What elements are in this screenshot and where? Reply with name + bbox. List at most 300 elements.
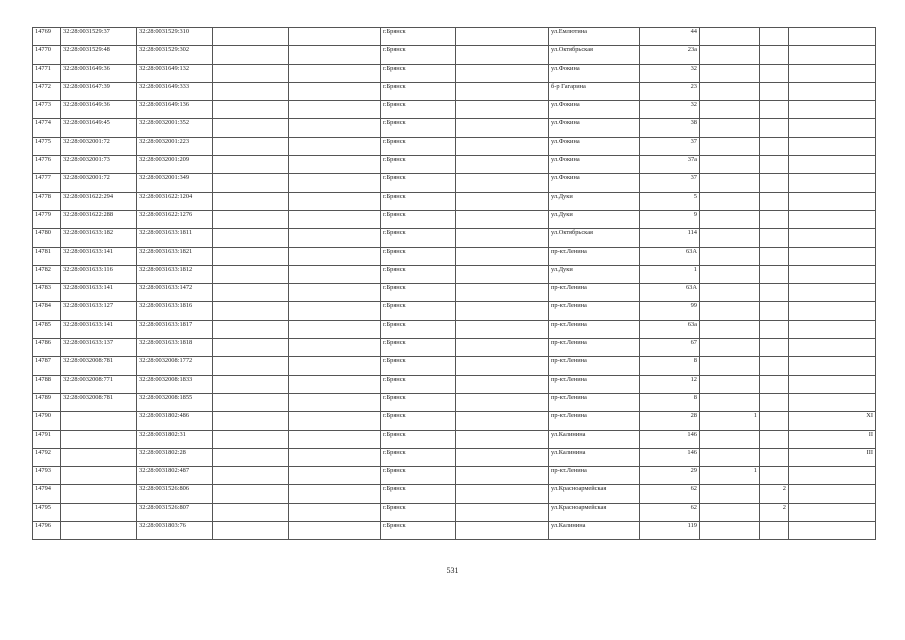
cell-street: пр-кт.Ленина <box>549 357 640 375</box>
cell-street: ул.Фокина <box>549 174 640 192</box>
cell-cadastral-number-1 <box>61 430 137 448</box>
cell-extra-2 <box>760 393 789 411</box>
cell-empty <box>289 339 381 357</box>
cell-house-number: 28 <box>640 412 700 430</box>
cell-street: ул.Фокина <box>549 64 640 82</box>
cell-record-id: 14779 <box>33 210 61 228</box>
cell-extra-2 <box>760 375 789 393</box>
cell-extra-2 <box>760 247 789 265</box>
cell-cadastral-number-2: 32:28:0031649:132 <box>137 64 213 82</box>
cell-extra-3: II <box>789 430 876 448</box>
cell-empty <box>213 101 289 119</box>
table-row <box>33 192 876 210</box>
cell-empty <box>213 448 289 466</box>
cell-empty <box>289 467 381 485</box>
cell-cadastral-number-2: 32:28:0031802:487 <box>137 467 213 485</box>
cell-empty <box>456 375 549 393</box>
cell-house-number: 23 <box>640 82 700 100</box>
cell-house-number: 44 <box>640 28 700 46</box>
cell-street: пр-кт.Ленина <box>549 412 640 430</box>
cell-record-id: 14791 <box>33 430 61 448</box>
cell-record-id: 14774 <box>33 119 61 137</box>
cell-record-id: 14783 <box>33 284 61 302</box>
table-row <box>33 339 876 357</box>
cell-extra-3 <box>789 320 876 338</box>
cell-city: г.Брянск <box>381 302 456 320</box>
cell-house-number: 146 <box>640 448 700 466</box>
cell-empty <box>213 46 289 64</box>
cell-empty <box>456 210 549 228</box>
cell-empty <box>289 174 381 192</box>
cell-record-id: 14789 <box>33 393 61 411</box>
table-row <box>33 137 876 155</box>
cell-empty <box>456 357 549 375</box>
cell-city: г.Брянск <box>381 192 456 210</box>
cell-cadastral-number-1 <box>61 412 137 430</box>
cell-cadastral-number-1: 32:28:0031649:45 <box>61 119 137 137</box>
cell-extra-2 <box>760 28 789 46</box>
cell-empty <box>213 412 289 430</box>
cell-record-id: 14775 <box>33 137 61 155</box>
cell-cadastral-number-1: 32:28:0031633:137 <box>61 339 137 357</box>
cell-city: г.Брянск <box>381 156 456 174</box>
cell-empty <box>456 64 549 82</box>
cell-empty <box>213 393 289 411</box>
cell-empty <box>456 156 549 174</box>
cell-record-id: 14793 <box>33 467 61 485</box>
cell-cadastral-number-1: 32:28:0031529:48 <box>61 46 137 64</box>
cell-extra-1 <box>700 119 760 137</box>
cell-extra-3 <box>789 284 876 302</box>
cell-street: пр-кт.Ленина <box>549 302 640 320</box>
cell-extra-3 <box>789 82 876 100</box>
cell-empty <box>456 174 549 192</box>
cell-record-id: 14787 <box>33 357 61 375</box>
cell-empty <box>213 210 289 228</box>
cell-house-number: 63а <box>640 320 700 338</box>
cell-extra-2 <box>760 229 789 247</box>
cell-extra-1 <box>700 210 760 228</box>
cell-cadastral-number-2: 32:28:0032008:1772 <box>137 357 213 375</box>
cell-street: ул.Дуки <box>549 265 640 283</box>
cell-cadastral-number-1: 32:28:0031649:36 <box>61 64 137 82</box>
cell-extra-1 <box>700 192 760 210</box>
cell-cadastral-number-1: 32:28:0031633:127 <box>61 302 137 320</box>
cell-record-id: 14785 <box>33 320 61 338</box>
cell-empty <box>213 192 289 210</box>
cell-empty <box>213 320 289 338</box>
cell-empty <box>456 229 549 247</box>
cell-cadastral-number-2: 32:28:0031802:486 <box>137 412 213 430</box>
cell-street: ул.Фокина <box>549 156 640 174</box>
cell-cadastral-number-2: 32:28:0031802:28 <box>137 448 213 466</box>
cell-extra-3 <box>789 265 876 283</box>
cell-empty <box>456 247 549 265</box>
cell-extra-3 <box>789 375 876 393</box>
cell-city: г.Брянск <box>381 485 456 503</box>
cell-extra-1 <box>700 265 760 283</box>
cell-empty <box>289 302 381 320</box>
cell-cadastral-number-1 <box>61 503 137 521</box>
cell-extra-1 <box>700 357 760 375</box>
cell-empty <box>456 119 549 137</box>
cell-empty <box>289 229 381 247</box>
cell-cadastral-number-2: 32:28:0032008:1833 <box>137 375 213 393</box>
cell-house-number: 23а <box>640 46 700 64</box>
cell-city: г.Брянск <box>381 101 456 119</box>
cell-street: пр-кт.Ленина <box>549 339 640 357</box>
cell-empty <box>289 430 381 448</box>
cell-street: ул.Дуки <box>549 210 640 228</box>
cell-cadastral-number-2: 32:28:0031633:1811 <box>137 229 213 247</box>
cell-empty <box>456 430 549 448</box>
cell-empty <box>289 46 381 64</box>
cell-cadastral-number-1 <box>61 467 137 485</box>
page-number: 531 <box>446 566 459 575</box>
cell-empty <box>213 247 289 265</box>
cell-empty <box>456 101 549 119</box>
cell-extra-1 <box>700 503 760 521</box>
cell-house-number: 9 <box>640 210 700 228</box>
cell-house-number: 32 <box>640 101 700 119</box>
table-row <box>33 119 876 137</box>
cell-extra-2 <box>760 339 789 357</box>
cell-empty <box>289 28 381 46</box>
cell-record-id: 14781 <box>33 247 61 265</box>
cell-city: г.Брянск <box>381 375 456 393</box>
cell-empty <box>456 265 549 283</box>
cell-extra-2 <box>760 101 789 119</box>
table-row <box>33 485 876 503</box>
cell-street: пр-кт.Ленина <box>549 393 640 411</box>
cell-street: пр-кт.Ленина <box>549 284 640 302</box>
table-row <box>33 210 876 228</box>
cell-record-id: 14770 <box>33 46 61 64</box>
cell-record-id: 14776 <box>33 156 61 174</box>
cell-empty <box>289 412 381 430</box>
cell-empty <box>289 265 381 283</box>
cell-empty <box>213 64 289 82</box>
cell-record-id: 14795 <box>33 503 61 521</box>
cell-cadastral-number-2: 32:28:0031526:806 <box>137 485 213 503</box>
cell-empty <box>289 156 381 174</box>
cell-city: г.Брянск <box>381 28 456 46</box>
cell-cadastral-number-2: 32:28:0032001:223 <box>137 137 213 155</box>
cell-extra-3 <box>789 210 876 228</box>
cell-extra-1 <box>700 82 760 100</box>
cell-extra-2 <box>760 137 789 155</box>
cell-cadastral-number-2: 32:28:0031649:333 <box>137 82 213 100</box>
cell-extra-2 <box>760 265 789 283</box>
cell-empty <box>289 448 381 466</box>
cell-empty <box>456 284 549 302</box>
cell-house-number: 99 <box>640 302 700 320</box>
cell-extra-3 <box>789 302 876 320</box>
cell-house-number: 8 <box>640 393 700 411</box>
cell-record-id: 14786 <box>33 339 61 357</box>
cell-cadastral-number-2: 32:28:0031649:136 <box>137 101 213 119</box>
cell-cadastral-number-2: 32:28:0031633:1472 <box>137 284 213 302</box>
cell-house-number: 8 <box>640 357 700 375</box>
cell-empty <box>213 503 289 521</box>
cell-empty <box>289 119 381 137</box>
cell-street: ул.Калинина <box>549 448 640 466</box>
cell-empty <box>456 320 549 338</box>
cell-cadastral-number-1: 32:28:0032001:73 <box>61 156 137 174</box>
cell-city: г.Брянск <box>381 265 456 283</box>
cell-record-id: 14784 <box>33 302 61 320</box>
cell-cadastral-number-1: 32:28:0032008:781 <box>61 357 137 375</box>
cell-street: ул.Емлютина <box>549 28 640 46</box>
cell-empty <box>213 522 289 540</box>
table-row <box>33 265 876 283</box>
cell-empty <box>456 485 549 503</box>
cell-empty <box>289 192 381 210</box>
cell-empty <box>213 430 289 448</box>
cell-extra-2: 2 <box>760 503 789 521</box>
cell-extra-3 <box>789 156 876 174</box>
cell-extra-1 <box>700 28 760 46</box>
cell-extra-1 <box>700 448 760 466</box>
cell-cadastral-number-2: 32:28:0032008:1855 <box>137 393 213 411</box>
cell-empty <box>456 82 549 100</box>
cell-empty <box>213 137 289 155</box>
cell-extra-2 <box>760 192 789 210</box>
cell-empty <box>213 265 289 283</box>
cell-extra-3 <box>789 339 876 357</box>
cell-extra-3 <box>789 64 876 82</box>
cell-cadastral-number-1: 32:28:0032001:72 <box>61 174 137 192</box>
cell-empty <box>289 320 381 338</box>
cell-extra-1 <box>700 430 760 448</box>
cell-street: пр-кт.Ленина <box>549 320 640 338</box>
cell-empty <box>456 448 549 466</box>
cell-extra-2 <box>760 302 789 320</box>
cell-cadastral-number-2: 32:28:0031633:1816 <box>137 302 213 320</box>
cell-house-number: 146 <box>640 430 700 448</box>
cell-street: ул.Дуки <box>549 192 640 210</box>
cell-street: ул.Фокина <box>549 137 640 155</box>
cell-empty <box>289 284 381 302</box>
cell-extra-3 <box>789 522 876 540</box>
cell-record-id: 14790 <box>33 412 61 430</box>
cell-extra-1 <box>700 320 760 338</box>
cell-extra-3 <box>789 28 876 46</box>
cell-extra-3 <box>789 357 876 375</box>
cell-city: г.Брянск <box>381 46 456 64</box>
cell-empty <box>456 192 549 210</box>
table-row <box>33 430 876 448</box>
cell-record-id: 14777 <box>33 174 61 192</box>
cell-cadastral-number-1: 32:28:0031622:294 <box>61 192 137 210</box>
cell-street: ул.Фокина <box>549 101 640 119</box>
table-row <box>33 82 876 100</box>
cell-house-number: 62 <box>640 485 700 503</box>
cell-extra-2 <box>760 210 789 228</box>
cell-house-number: 29 <box>640 467 700 485</box>
cell-cadastral-number-2: 32:28:0032001:209 <box>137 156 213 174</box>
cell-extra-2 <box>760 448 789 466</box>
cell-cadastral-number-1: 32:28:0031633:141 <box>61 247 137 265</box>
table-row <box>33 156 876 174</box>
cell-record-id: 14772 <box>33 82 61 100</box>
cell-city: г.Брянск <box>381 320 456 338</box>
cell-city: г.Брянск <box>381 393 456 411</box>
cell-record-id: 14773 <box>33 101 61 119</box>
cell-city: г.Брянск <box>381 210 456 228</box>
cell-empty <box>456 412 549 430</box>
cell-house-number: 37 <box>640 174 700 192</box>
cell-extra-2: 2 <box>760 485 789 503</box>
table-row <box>33 101 876 119</box>
table-row <box>33 375 876 393</box>
cell-empty <box>456 28 549 46</box>
cell-cadastral-number-2: 32:28:0032001:352 <box>137 119 213 137</box>
cell-extra-2 <box>760 156 789 174</box>
cell-empty <box>289 503 381 521</box>
cell-house-number: 37 <box>640 137 700 155</box>
cell-empty <box>456 503 549 521</box>
cell-house-number: 32 <box>640 64 700 82</box>
register-table-container <box>32 27 875 540</box>
cell-street: пр-кт.Ленина <box>549 467 640 485</box>
cell-extra-2 <box>760 46 789 64</box>
cell-empty <box>289 247 381 265</box>
cell-cadastral-number-1 <box>61 448 137 466</box>
cell-empty <box>213 119 289 137</box>
cell-empty <box>213 28 289 46</box>
register-table <box>32 27 876 540</box>
cell-record-id: 14780 <box>33 229 61 247</box>
cell-extra-1 <box>700 393 760 411</box>
cell-extra-1 <box>700 284 760 302</box>
cell-extra-1 <box>700 339 760 357</box>
cell-cadastral-number-1: 32:28:0031622:288 <box>61 210 137 228</box>
cell-house-number: 63А <box>640 247 700 265</box>
cell-empty <box>289 82 381 100</box>
cell-cadastral-number-2: 32:28:0031622:1276 <box>137 210 213 228</box>
cell-empty <box>456 467 549 485</box>
cell-city: г.Брянск <box>381 247 456 265</box>
cell-street: пр-кт.Ленина <box>549 247 640 265</box>
cell-cadastral-number-2: 32:28:0032001:349 <box>137 174 213 192</box>
cell-house-number: 119 <box>640 522 700 540</box>
cell-empty <box>213 357 289 375</box>
cell-empty <box>289 210 381 228</box>
cell-city: г.Брянск <box>381 339 456 357</box>
cell-extra-3 <box>789 247 876 265</box>
cell-extra-1 <box>700 137 760 155</box>
table-row <box>33 302 876 320</box>
table-row <box>33 357 876 375</box>
cell-record-id: 14788 <box>33 375 61 393</box>
cell-cadastral-number-2: 32:28:0031529:302 <box>137 46 213 64</box>
cell-extra-1 <box>700 64 760 82</box>
cell-street: ул.Красноармейская <box>549 503 640 521</box>
cell-extra-3 <box>789 229 876 247</box>
cell-extra-2 <box>760 357 789 375</box>
cell-extra-1 <box>700 247 760 265</box>
cell-empty <box>289 375 381 393</box>
cell-empty <box>456 339 549 357</box>
cell-extra-2 <box>760 412 789 430</box>
cell-empty <box>289 64 381 82</box>
cell-house-number: 114 <box>640 229 700 247</box>
cell-extra-3 <box>789 137 876 155</box>
cell-record-id: 14792 <box>33 448 61 466</box>
cell-extra-2 <box>760 119 789 137</box>
cell-extra-2 <box>760 82 789 100</box>
cell-cadastral-number-2: 32:28:0031529:310 <box>137 28 213 46</box>
cell-extra-2 <box>760 467 789 485</box>
cell-cadastral-number-1: 32:28:0031633:141 <box>61 284 137 302</box>
cell-street: ул.Калинина <box>549 522 640 540</box>
cell-extra-3 <box>789 174 876 192</box>
cell-cadastral-number-2: 32:28:0031802:31 <box>137 430 213 448</box>
cell-empty <box>456 46 549 64</box>
table-row <box>33 320 876 338</box>
table-row <box>33 467 876 485</box>
cell-extra-3 <box>789 503 876 521</box>
cell-record-id: 14782 <box>33 265 61 283</box>
cell-city: г.Брянск <box>381 174 456 192</box>
cell-extra-2 <box>760 174 789 192</box>
cell-empty <box>289 485 381 503</box>
cell-city: г.Брянск <box>381 503 456 521</box>
cell-city: г.Брянск <box>381 229 456 247</box>
cell-extra-2 <box>760 430 789 448</box>
cell-city: г.Брянск <box>381 357 456 375</box>
cell-city: г.Брянск <box>381 119 456 137</box>
table-row <box>33 522 876 540</box>
cell-extra-1 <box>700 522 760 540</box>
cell-extra-1 <box>700 174 760 192</box>
cell-cadastral-number-1: 32:28:0031633:182 <box>61 229 137 247</box>
cell-street: ул.Красноармейская <box>549 485 640 503</box>
cell-city: г.Брянск <box>381 412 456 430</box>
cell-house-number: 37а <box>640 156 700 174</box>
cell-street: пр-кт.Ленина <box>549 375 640 393</box>
cell-extra-1 <box>700 302 760 320</box>
cell-city: г.Брянск <box>381 64 456 82</box>
cell-empty <box>289 522 381 540</box>
cell-empty <box>289 357 381 375</box>
cell-extra-3: XI <box>789 412 876 430</box>
cell-extra-3: III <box>789 448 876 466</box>
cell-cadastral-number-1: 32:28:0031647:39 <box>61 82 137 100</box>
cell-empty <box>456 302 549 320</box>
cell-extra-3 <box>789 393 876 411</box>
cell-empty <box>213 339 289 357</box>
cell-empty <box>213 174 289 192</box>
register-table-body <box>33 28 876 540</box>
table-row <box>33 412 876 430</box>
cell-house-number: 63А <box>640 284 700 302</box>
cell-empty <box>289 393 381 411</box>
cell-empty <box>213 82 289 100</box>
cell-extra-1 <box>700 375 760 393</box>
table-row <box>33 46 876 64</box>
table-row <box>33 28 876 46</box>
cell-cadastral-number-2: 32:28:0031803:76 <box>137 522 213 540</box>
cell-cadastral-number-1: 32:28:0031529:37 <box>61 28 137 46</box>
cell-empty <box>289 137 381 155</box>
cell-extra-2 <box>760 320 789 338</box>
cell-street: б-р Гагарина <box>549 82 640 100</box>
cell-empty <box>213 156 289 174</box>
cell-house-number: 5 <box>640 192 700 210</box>
cell-empty <box>213 284 289 302</box>
